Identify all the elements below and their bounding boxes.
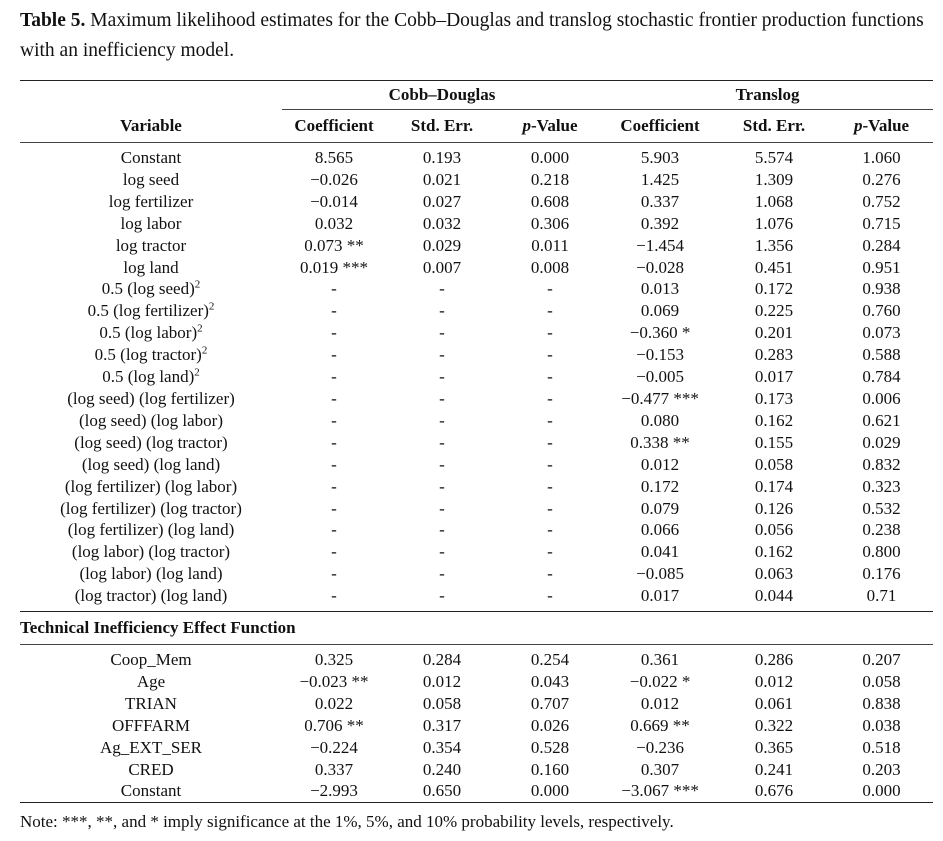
- tl-p-value-cell: 0.838: [862, 693, 901, 713]
- tl-std-err-cell: 0.676: [718, 780, 830, 802]
- tl-std-err-cell: 0.061: [754, 693, 794, 713]
- tl-std-err-cell: 1.309: [754, 169, 794, 189]
- cd-std-err-cell: 0.012: [422, 671, 462, 691]
- group-translog: Translog: [602, 81, 933, 110]
- cd-coefficient-cell: 0.706 **: [304, 715, 364, 735]
- cd-coefficient-cell: -: [331, 564, 337, 584]
- table-row: [20, 519, 933, 541]
- cd-p-value-cell: 0.000: [530, 148, 570, 167]
- tl-std-err-cell: 0.063: [754, 564, 794, 584]
- tl-p-value-cell: 0.006: [862, 388, 901, 408]
- tl-std-err-cell: 0.201: [754, 323, 794, 343]
- tl-std-err-cell: 1.356: [754, 235, 794, 255]
- variable-cell: log fertilizer: [108, 191, 194, 211]
- variable-cell: Constant: [120, 148, 182, 167]
- tl-p-value-cell: 0.800: [862, 542, 901, 562]
- cd-p-value-cell: 0.026: [530, 715, 570, 735]
- cd-coefficient-cell: 0.032: [314, 213, 354, 233]
- cd-std-err-cell: -: [439, 498, 445, 518]
- tl-p-value-cell: 0.000: [830, 780, 933, 802]
- table-row: [20, 213, 933, 235]
- cd-std-err-cell: -: [439, 279, 445, 299]
- cd-p-value-cell: -: [547, 432, 553, 452]
- tl-coefficient-cell: 0.361: [640, 650, 680, 670]
- tl-std-err-cell: 0.173: [754, 388, 794, 408]
- variable-cell: 0.5 (log land)$^2$: [102, 366, 200, 387]
- cd-coefficient-cell: -: [331, 301, 337, 321]
- cd-p-value-cell: -: [547, 564, 553, 584]
- cd-p-value-cell: -: [547, 586, 553, 606]
- tl-coefficient-cell: −0.477 ***: [621, 388, 699, 408]
- cd-coefficient-cell: −0.224: [310, 737, 358, 757]
- cd-std-err-cell: 0.650: [386, 780, 498, 802]
- tl-std-err-cell: 1.068: [754, 191, 794, 211]
- cd-p-value-cell: 0.043: [530, 671, 570, 691]
- table-row: [20, 410, 933, 432]
- tl-p-value-cell: 0.588: [862, 345, 901, 365]
- cd-coefficient-cell: -: [331, 476, 337, 496]
- tl-coefficient-cell: 5.903: [640, 148, 680, 167]
- tl-std-err-cell: 0.162: [754, 410, 794, 430]
- tl-p-value-cell: 0.176: [862, 564, 901, 584]
- tl-coefficient-cell: 0.307: [640, 759, 680, 779]
- tl-p-value-cell: 0.951: [862, 257, 901, 277]
- cd-p-value-cell: -: [547, 323, 553, 343]
- table-row: [20, 759, 933, 781]
- cd-p-value-cell: 0.011: [531, 235, 569, 255]
- tl-coefficient-cell: −3.067 ***: [602, 780, 718, 802]
- tl-coefficient-cell: −0.153: [636, 345, 684, 365]
- variable-cell: CRED: [128, 759, 174, 779]
- table-row: [20, 235, 933, 257]
- cd-std-err-cell: -: [439, 564, 445, 584]
- variable-cell: (log fertilizer) (log tractor): [60, 498, 242, 518]
- table-row: [20, 715, 933, 737]
- table-row: [20, 454, 933, 476]
- tl-coefficient-cell: 0.017: [640, 586, 680, 606]
- table-note: Note: ***, **, and * imply significance at the 1%, 5%, and 10% probability levels, respectively.: [20, 812, 674, 831]
- tl-p-value-cell: 0.207: [862, 650, 901, 670]
- tl-std-err-cell: 0.241: [754, 759, 794, 779]
- group-header-row: [20, 81, 933, 110]
- table-row: [20, 366, 933, 388]
- tl-coefficient-cell: 0.066: [640, 520, 680, 540]
- table-caption: [20, 6, 930, 66]
- cd-std-err-cell: -: [439, 388, 445, 408]
- cd-coefficient-cell: −0.014: [310, 191, 358, 211]
- table-row: [20, 169, 933, 191]
- tl-std-err-cell: 0.155: [754, 432, 794, 452]
- table-row: [20, 693, 933, 715]
- tl-std-err-cell: 0.225: [754, 301, 794, 321]
- column-header-row: [20, 110, 933, 143]
- tl-p-value-cell: 0.71: [866, 586, 897, 606]
- tl-std-err-cell: 0.451: [754, 257, 794, 277]
- table-row: [20, 563, 933, 585]
- table-row: [20, 344, 933, 366]
- tl-std-err-cell: 1.076: [754, 213, 794, 233]
- cd-std-err-cell: -: [439, 367, 445, 387]
- tl-p-value-cell: 0.518: [862, 737, 901, 757]
- tl-p-value-cell: 0.760: [862, 301, 901, 321]
- tl-p-value-cell: 0.621: [862, 410, 901, 430]
- tl-coefficient-cell: 1.425: [640, 169, 680, 189]
- variable-cell: TRIAN: [125, 693, 177, 713]
- tl-coefficient-cell: −0.236: [636, 737, 684, 757]
- cd-coefficient-cell: -: [331, 345, 337, 365]
- col-variable: Variable: [20, 110, 282, 143]
- cd-p-value-cell: -: [547, 367, 553, 387]
- table-row: [20, 432, 933, 454]
- variable-cell: (log fertilizer) (log land): [67, 520, 235, 540]
- tl-p-value-cell: 0.832: [862, 454, 901, 474]
- tl-p-value-cell: 0.938: [862, 279, 901, 299]
- table-row: [20, 780, 933, 802]
- tl-p-value-cell: 0.284: [862, 235, 901, 255]
- tl-p-value-cell: 0.752: [862, 191, 901, 211]
- cd-p-value-cell: -: [547, 520, 553, 540]
- table-row: [20, 191, 933, 213]
- tl-p-value-cell: 0.323: [862, 476, 901, 496]
- caption-text: Maximum likelihood estimates for the Cobb–Douglas and translog stochastic frontier production functions with an inefficiency model.: [20, 10, 924, 61]
- table-row: [20, 300, 933, 322]
- tl-std-err-cell: 0.056: [754, 520, 794, 540]
- cd-p-value-cell: 0.528: [530, 737, 570, 757]
- tl-coefficient-cell: −1.454: [636, 235, 684, 255]
- table-row: [20, 278, 933, 300]
- cd-p-value-cell: 0.306: [530, 213, 570, 233]
- group-cobb-douglas: Cobb–Douglas: [282, 81, 602, 110]
- cd-coefficient-cell: -: [331, 279, 337, 299]
- table-row: [20, 649, 933, 671]
- col-tl-std-err: Std. Err.: [718, 110, 830, 143]
- tl-std-err-cell: 0.162: [754, 542, 794, 562]
- cd-p-value-cell: 0.008: [530, 257, 570, 277]
- cd-coefficient-cell: 0.073 **: [304, 235, 364, 255]
- cd-coefficient-cell: -: [331, 520, 337, 540]
- cd-coefficient-cell: -: [331, 498, 337, 518]
- variable-cell: 0.5 (log tractor)$^2$: [94, 344, 208, 365]
- variable-cell: (log seed) (log fertilizer): [67, 388, 235, 408]
- cd-coefficient-cell: -: [331, 367, 337, 387]
- table-row: [20, 671, 933, 693]
- table-row: [20, 585, 933, 607]
- cd-coefficient-cell: -: [331, 432, 337, 452]
- cd-std-err-cell: 0.284: [422, 650, 462, 670]
- table-row: [20, 147, 933, 169]
- tl-coefficient-cell: 0.069: [640, 301, 680, 321]
- variable-cell: Constant: [20, 780, 282, 802]
- cd-std-err-cell: 0.021: [422, 169, 462, 189]
- col-cd-std-err: Std. Err.: [386, 110, 498, 143]
- col-cd-p-value: p-Value: [498, 110, 602, 143]
- variable-cell: (log tractor) (log land): [74, 586, 228, 606]
- tl-coefficient-cell: 0.012: [640, 693, 680, 713]
- tl-coefficient-cell: 0.172: [640, 476, 680, 496]
- tl-p-value-cell: 0.238: [862, 520, 901, 540]
- tl-std-err-cell: 0.286: [754, 650, 794, 670]
- cd-p-value-cell: -: [547, 410, 553, 430]
- variable-cell: (log labor) (log tractor): [71, 542, 231, 562]
- tl-coefficient-cell: 0.337: [640, 191, 680, 211]
- tl-std-err-cell: 0.283: [754, 345, 794, 365]
- results-table: [20, 80, 933, 803]
- tl-p-value-cell: 0.203: [862, 759, 901, 779]
- variable-cell: Age: [136, 671, 166, 691]
- cd-p-value-cell: 0.160: [530, 759, 570, 779]
- tl-coefficient-cell: −0.085: [636, 564, 684, 584]
- tl-p-value-cell: 0.715: [862, 213, 901, 233]
- tl-coefficient-cell: 0.012: [640, 454, 680, 474]
- cd-std-err-cell: -: [439, 345, 445, 365]
- variable-cell: log labor: [120, 213, 182, 233]
- tl-std-err-cell: 5.574: [754, 148, 794, 167]
- variable-cell: Ag_EXT_SER: [100, 737, 202, 757]
- variable-cell: log tractor: [115, 235, 187, 255]
- cd-coefficient-cell: −2.993: [282, 780, 386, 802]
- variable-cell: log land: [123, 257, 179, 277]
- cd-coefficient-cell: -: [331, 410, 337, 430]
- cd-p-value-cell: -: [547, 279, 553, 299]
- cd-p-value-cell: -: [547, 498, 553, 518]
- tl-std-err-cell: 0.322: [754, 715, 794, 735]
- tl-coefficient-cell: 0.013: [640, 279, 680, 299]
- cd-coefficient-cell: -: [331, 454, 337, 474]
- cd-p-value-cell: -: [547, 542, 553, 562]
- group-header-spacer: [20, 81, 282, 110]
- cd-p-value-cell: 0.707: [530, 693, 570, 713]
- tl-std-err-cell: 0.172: [754, 279, 794, 299]
- cd-std-err-cell: -: [439, 410, 445, 430]
- variable-cell: (log fertilizer) (log labor): [64, 476, 238, 496]
- tl-coefficient-cell: −0.360 *: [629, 323, 691, 343]
- section-title: Technical Inefficiency Effect Function: [20, 612, 282, 645]
- variable-cell: (log labor) (log land): [79, 564, 223, 584]
- cd-coefficient-cell: 0.019 ***: [300, 257, 368, 277]
- tl-coefficient-cell: 0.079: [640, 498, 680, 518]
- table-row: [20, 737, 933, 759]
- tl-coefficient-cell: −0.022 *: [629, 671, 691, 691]
- cd-std-err-cell: -: [439, 586, 445, 606]
- cd-std-err-cell: -: [439, 476, 445, 496]
- tl-p-value-cell: 0.532: [862, 498, 901, 518]
- table-row: [20, 476, 933, 498]
- tl-coefficient-cell: 0.392: [640, 213, 680, 233]
- cd-std-err-cell: -: [439, 520, 445, 540]
- cd-std-err-cell: -: [439, 432, 445, 452]
- cd-coefficient-cell: 8.565: [314, 148, 354, 167]
- cd-std-err-cell: 0.354: [422, 737, 462, 757]
- variable-cell: Coop_Mem: [110, 650, 192, 670]
- cd-p-value-cell: -: [547, 301, 553, 321]
- tl-std-err-cell: 0.365: [754, 737, 794, 757]
- variable-cell: 0.5 (log labor)$^2$: [99, 322, 203, 343]
- cd-std-err-cell: 0.317: [422, 715, 462, 735]
- cd-p-value-cell: -: [547, 345, 553, 365]
- tl-p-value-cell: 1.060: [862, 148, 901, 167]
- cd-std-err-cell: 0.029: [422, 235, 462, 255]
- cd-coefficient-cell: 0.325: [314, 650, 354, 670]
- cd-std-err-cell: -: [439, 323, 445, 343]
- tl-p-value-cell: 0.029: [862, 432, 901, 452]
- variable-cell: 0.5 (log seed)$^2$: [101, 278, 201, 299]
- col-cd-coefficient: Coefficient: [282, 110, 386, 143]
- col-tl-p-value: p-Value: [830, 110, 933, 143]
- cd-coefficient-cell: -: [331, 388, 337, 408]
- cd-std-err-cell: 0.027: [422, 191, 462, 211]
- cd-std-err-cell: -: [439, 542, 445, 562]
- cd-coefficient-cell: -: [331, 586, 337, 606]
- caption-label: Table 5.: [20, 10, 86, 31]
- cd-std-err-cell: 0.240: [422, 759, 462, 779]
- variable-cell: 0.5 (log fertilizer)$^2$: [87, 300, 215, 321]
- tl-coefficient-cell: 0.080: [640, 410, 680, 430]
- variable-cell: (log seed) (log labor): [79, 410, 223, 430]
- variable-cell: log seed: [122, 169, 180, 189]
- cd-coefficient-cell: -: [331, 542, 337, 562]
- tl-coefficient-cell: −0.028: [636, 257, 684, 277]
- variable-cell: OFFFARM: [111, 715, 191, 735]
- results-table-body: [20, 81, 933, 803]
- variable-cell: (log seed) (log land): [81, 454, 221, 474]
- tl-coefficient-cell: 0.669 **: [630, 715, 690, 735]
- tl-std-err-cell: 0.058: [754, 454, 794, 474]
- cd-std-err-cell: 0.007: [422, 257, 462, 277]
- cd-coefficient-cell: -: [331, 323, 337, 343]
- tl-p-value-cell: 0.784: [862, 367, 901, 387]
- cd-coefficient-cell: −0.026: [310, 169, 358, 189]
- tl-std-err-cell: 0.017: [754, 367, 794, 387]
- cd-coefficient-cell: −0.023 **: [299, 671, 369, 691]
- cd-coefficient-cell: 0.022: [314, 693, 354, 713]
- tl-coefficient-cell: −0.005: [636, 367, 684, 387]
- tl-p-value-cell: 0.276: [862, 169, 901, 189]
- tl-p-value-cell: 0.073: [862, 323, 901, 343]
- table-row: [20, 257, 933, 279]
- variable-cell: (log seed) (log tractor): [74, 432, 228, 452]
- table-row: [20, 322, 933, 344]
- tl-p-value-cell: 0.058: [862, 671, 901, 691]
- tl-std-err-cell: 0.012: [754, 671, 794, 691]
- cd-p-value-cell: 0.254: [530, 650, 570, 670]
- cd-std-err-cell: 0.032: [422, 213, 462, 233]
- cd-p-value-cell: -: [547, 388, 553, 408]
- cd-p-value-cell: 0.218: [530, 169, 570, 189]
- tl-std-err-cell: 0.174: [754, 476, 794, 496]
- cd-std-err-cell: 0.193: [422, 148, 462, 167]
- col-tl-coefficient: Coefficient: [602, 110, 718, 143]
- cd-std-err-cell: -: [439, 301, 445, 321]
- cd-std-err-cell: 0.058: [422, 693, 462, 713]
- table-row: [20, 498, 933, 520]
- tl-coefficient-cell: 0.338 **: [630, 432, 690, 452]
- tl-std-err-cell: 0.126: [754, 498, 794, 518]
- table-row: [20, 388, 933, 410]
- tl-std-err-cell: 0.044: [754, 586, 794, 606]
- cd-coefficient-cell: 0.337: [314, 759, 354, 779]
- tl-p-value-cell: 0.038: [862, 715, 901, 735]
- tl-coefficient-cell: 0.041: [640, 542, 680, 562]
- cd-p-value-cell: 0.608: [530, 191, 570, 211]
- cd-p-value-cell: -: [547, 454, 553, 474]
- section-header-row: [20, 612, 933, 645]
- table-row: [20, 541, 933, 563]
- cd-std-err-cell: -: [439, 454, 445, 474]
- cd-p-value-cell: 0.000: [498, 780, 602, 802]
- cd-p-value-cell: -: [547, 476, 553, 496]
